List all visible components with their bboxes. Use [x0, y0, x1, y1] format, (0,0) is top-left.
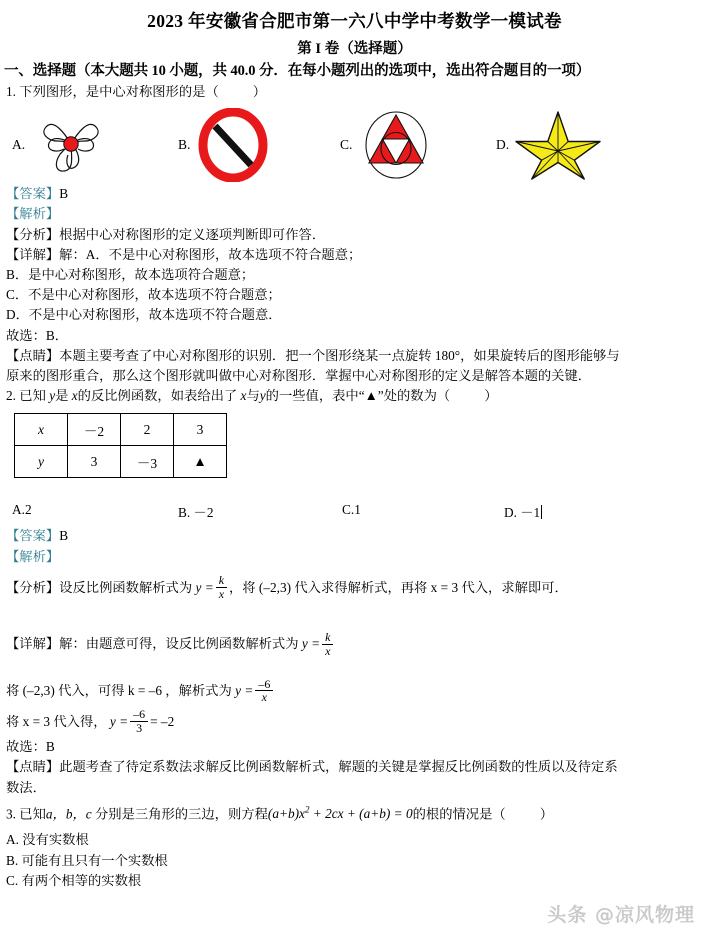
eq-a: a [272, 806, 279, 822]
table-cell-x-1: －2 [68, 414, 121, 446]
choice-d-label: D. [496, 137, 510, 153]
choice-b-value: －2 [193, 505, 214, 521]
fraction-denominator: x [255, 690, 273, 704]
choice-b-label: B. [178, 137, 191, 153]
choice-d[interactable] [504, 502, 542, 521]
answer-value: B [59, 186, 69, 202]
choice-a-label: A. [12, 502, 25, 518]
question-3-stem-b: 分别是三角形的三边，则方程 [95, 806, 268, 822]
fraction-numerator: k [325, 629, 331, 644]
table-cell-x-header: x [15, 414, 68, 446]
question-3-choice-c[interactable] [6, 871, 709, 891]
question-3-choice-b[interactable] [6, 851, 709, 871]
text-cursor [541, 505, 542, 519]
question-1-xiangjie-4: 故选：B． [6, 327, 69, 343]
question-2-stem-d: 与 [246, 388, 260, 404]
table-row [15, 414, 227, 446]
answer-tag: 【答案】 [6, 528, 60, 544]
question-2-stem [6, 386, 709, 406]
table-cell-y-2: －3 [121, 446, 174, 478]
eq-b: b [287, 806, 295, 822]
question-2-answer [6, 526, 709, 546]
question-3-stem-close: ） [539, 806, 553, 822]
question-1-xiangjie-2: C．不是中心对称图形，故本选项不符合题意； [6, 287, 281, 303]
question-2-stem-e: 的一些值，表中“▲”处的数为（ [265, 388, 451, 404]
choice-b-label: B. [6, 852, 19, 868]
question-1-xiangjie-1: B．是中心对称图形，故本选项符合题意； [6, 267, 255, 283]
choice-c-text: 有两个相等的实数根 [21, 872, 142, 888]
jiexi-tag: 【解析】 [6, 206, 60, 222]
question-1-stem-close: ） [252, 84, 267, 100]
fraction-neg6-over-x [255, 678, 273, 705]
equation-lhs: y = [301, 636, 321, 652]
question-2-var-x: x [71, 388, 78, 404]
fraction-k-over-x [216, 574, 227, 601]
question-2-var-y: y [49, 388, 56, 404]
question-1-answer [6, 184, 709, 204]
table-cell-x-3: 3 [174, 414, 227, 446]
section-heading: 一、选择题（本大题共 10 小题，共 40.0 分．在每小题列出的选项中，选出符合题目的一项） [4, 63, 591, 80]
answer-value: B [59, 528, 69, 544]
question-3-stem-a: 3. 已知 [6, 806, 46, 822]
spacer [0, 603, 709, 629]
eq-x2: x [337, 806, 344, 822]
question-1-stem [6, 82, 709, 102]
fraction-denominator: 3 [130, 721, 148, 735]
exam-page [0, 10, 709, 945]
fraction-neg6-over-3 [130, 708, 148, 735]
choice-c[interactable] [342, 502, 361, 518]
page-title: 2023 年安徽省合肥市第一六八中学中考数学一模试卷 [147, 11, 562, 31]
fenxi-suffix: ，将 (–2,3) 代入求得解析式，再将 x = 3 代入，求解即可． [229, 579, 568, 595]
choice-d[interactable] [496, 106, 602, 184]
equation-lhs: y = [195, 579, 214, 595]
five-pointed-star-icon [514, 107, 602, 183]
choice-a[interactable] [12, 502, 32, 518]
eq-exponent: 2 [304, 804, 310, 815]
eq-c: c [331, 806, 338, 822]
fraction-k-over-x [322, 631, 333, 658]
step-2-result: = –2 [150, 713, 175, 729]
question-3-equation: $(a+b)x^2 + 2cx + (a+b) = 0$ [267, 804, 413, 822]
fenxi-prefix: 【分析】设反比例函数解析式为 [6, 579, 193, 595]
choice-b-text: 可能有且只有一个实数根 [21, 852, 168, 868]
equation-lhs: y = [235, 683, 254, 699]
question-2-jiexi-tag [6, 547, 709, 567]
answer-tag: 【答案】 [6, 186, 60, 202]
question-1-jiexi-tag [6, 204, 709, 224]
question-2-stem-close: ） [484, 388, 498, 404]
question-1-dianjing-line-1: 【点睛】本题主要考查了中心对称图形的识别．把一个图形绕某一点旋转 180°，如果旋转后的图形能够与 [6, 347, 620, 363]
choice-c-value: 1 [354, 502, 361, 518]
eq-a2: a [363, 806, 371, 822]
question-2-fenxi [6, 573, 709, 604]
table-cell-y-3: ▲ [174, 446, 227, 478]
prohibition-sign-icon [195, 108, 271, 182]
choice-b[interactable] [178, 106, 271, 184]
step-2-prefix: 将 x = 3 代入得， [6, 713, 107, 729]
question-1-xiangjie-0: 【详解】解：A．不是中心对称图形，故本选项不符合题意； [6, 246, 362, 262]
choice-b[interactable] [178, 502, 213, 521]
choice-c-label: C. [340, 137, 353, 153]
question-2-var-x2: x [240, 388, 247, 404]
question-2-xiangjie [6, 629, 709, 660]
question-2-stem-b: 是 [55, 388, 69, 404]
choice-a-label: A. [6, 832, 19, 848]
table-cell-y-header: y [15, 446, 68, 478]
table-row [15, 446, 227, 478]
question-1-choices [0, 106, 709, 184]
spacer [0, 660, 709, 676]
question-3-vars: a，b，c [45, 806, 92, 822]
fraction-numerator: –6 [258, 676, 271, 691]
section-subtitle: 第 I 卷（选择题） [297, 40, 412, 57]
equation-lhs: y = [109, 713, 129, 729]
eq-b2: b [379, 806, 386, 822]
choice-c-label: C. [6, 872, 19, 888]
circle-sierpinski-triangle-icon [357, 108, 435, 182]
choice-d-value: －1 [520, 505, 541, 521]
choice-a[interactable] [12, 106, 112, 184]
fraction-numerator: k [218, 573, 225, 588]
question-2-dianjing-line-2: 数法． [6, 779, 46, 795]
question-3-stem [6, 804, 709, 825]
choice-c-label: C. [342, 502, 355, 518]
question-1-xiangjie-3: D．不是中心对称图形，故本选项不符合题意． [6, 307, 282, 323]
question-2-choices [0, 502, 709, 522]
choice-c[interactable] [340, 106, 435, 184]
choice-a-text: 没有实数根 [22, 832, 89, 848]
table-cell-x-2: 2 [121, 414, 174, 446]
choice-a-label: A. [12, 137, 26, 153]
choice-a-value: 2 [24, 502, 32, 518]
choice-d-label: D. [504, 505, 517, 521]
table-cell-y-1: 3 [68, 446, 121, 478]
question-1-dianjing-line-2: 原来的图形重合，那么这个图形就叫做中心对称图形．掌握中心对称图形的定义是解答本题的关键． [6, 368, 592, 384]
spacer [0, 478, 709, 494]
question-2-var-y2: y [259, 388, 266, 404]
question-2-dianjing-line-1: 【点睛】此题考查了待定系数法求解反比例函数解析式，解题的关键是掌握反比例函数的性质以及待定系 [6, 759, 618, 775]
question-2-conclusion: 故选：B [6, 739, 55, 755]
step-1-prefix: 将 (–2,3) 代入，可得 k = –6 ，解析式为 [6, 683, 232, 699]
fraction-denominator: x [322, 644, 333, 658]
question-1-stem-text: 1. 下列图形，是中心对称图形的是（ [6, 84, 219, 100]
question-3-choice-a[interactable] [6, 830, 709, 850]
question-2-step-1 [6, 676, 709, 707]
question-2-stem-a: 2. 已知 [6, 388, 46, 404]
xiangjie-prefix: 【详解】解：由题意可得，设反比例函数解析式为 [6, 636, 299, 652]
choice-b-label: B. [178, 505, 191, 521]
propeller-three-blade-icon [30, 110, 112, 180]
jiexi-tag: 【解析】 [6, 548, 60, 564]
eq-x: x [299, 806, 305, 822]
watermark: 头条 @凉风物理 [547, 904, 695, 926]
question-3-stem-c: 的根的情况是（ [412, 806, 506, 822]
question-2-stem-c: 的反比例函数，如表给出了 [77, 388, 238, 404]
question-2-step-2 [6, 707, 709, 738]
xy-value-table [14, 413, 227, 478]
fraction-denominator: x [216, 587, 227, 601]
fraction-numerator: –6 [133, 707, 146, 722]
question-1-fenxi: 【分析】根据中心对称图形的定义逐项判断即可作答． [6, 226, 326, 242]
